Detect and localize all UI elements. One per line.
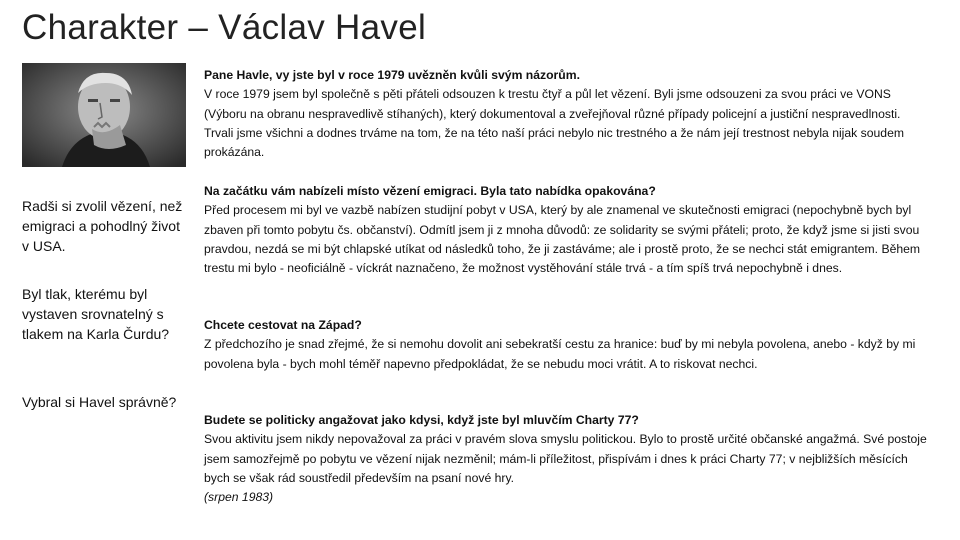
qa-question: Pane Havle, vy jste byl v roce 1979 uvězněn kvůli svým názorům.: [204, 68, 580, 82]
qa-question: Chcete cestovat na Západ?: [204, 318, 362, 332]
side-question-1: Radši si zvolil vězení, než emigraci a pohodlný život v USA.: [22, 198, 183, 254]
side-question-3: Vybral si Havel správně?: [22, 394, 177, 410]
qa-block-1: [204, 66, 932, 162]
qa-answer: Svou aktivitu jsem nikdy nepovažoval za práci v pravém slova smyslu politickou. Bylo to prostě určité občanské angažmá. Své postoje jsem samozřejmě po pobytu ve vězení nijak nezměnil; mám-li příležitost, přispívám i dnes k práci Charty 77; v nejbližších měsících bych se však rád soustředil především na psaní nové hry.: [204, 432, 927, 485]
interview-date: (srpen 1983): [204, 490, 274, 505]
qa-answer: V roce 1979 jsem byl společně s pěti přáteli odsouzen k trestu čtyř a půl let vězení. Byli jsme odsouzeni za svou práci ve VONS (Výboru na obranu nespravedlivě stíhaných), který dokumentoval a zveřejňoval různé případy policejní a justiční nespravedlnosti. Trvali jsme všichni a dodnes trváme na tom, že na této naší práci nebylo nic trestného a že nám její trestnost nebyla nijak soudem prokázána.: [204, 87, 905, 160]
qa-question: Na začátku vám nabízeli místo vězení emigraci. Byla tato nabídka opakována?: [204, 184, 656, 198]
qa-block-2: [204, 182, 932, 278]
slide-title: Charakter – Václav Havel: [22, 8, 427, 47]
portrait-photo: [22, 63, 186, 167]
side-question-2: Byl tlak, kterému byl vystaven srovnatelný s tlakem na Karla Čurdu?: [22, 286, 170, 342]
qa-question: Budete se politicky angažovat jako kdysi, když jste byl mluvčím Charty 77?: [204, 413, 639, 427]
qa-answer: Před procesem mi byl ve vazbě nabízen studijní pobyt v USA, který by ale znamenal ve skutečnosti emigraci (nepochybně bych byl zbaven při tomto pobytu čs. občanství). Odmítl jsem ji z mnoha důvodů: ze solidarity se svými přáteli; proto, že když jsme si jisti svou pravdou, nezdá se mi být chlapské utíkat od následků toho, že ji zastáváme; ale i prostě proto, že se nechci stát emigrantem. Během trestu mi bylo - neoficiálně - víckrát naznačeno, že možnost vystěhování stále trvá - a tím spíš trvá nepochybně i dnes.: [204, 203, 921, 276]
qa-answer: Z předchozího je snad zřejmé, že si nemohu dovolit ani sebekratší cestu za hranice: buď by mi nebyla povolena, anebo - když by mi povolena byla - bych mohl téměř napevno předpokládat, že se nebudu moci vrátit. A to riskovat nechci.: [204, 337, 916, 371]
qa-block-4: [204, 411, 932, 507]
qa-block-3: [204, 316, 932, 374]
